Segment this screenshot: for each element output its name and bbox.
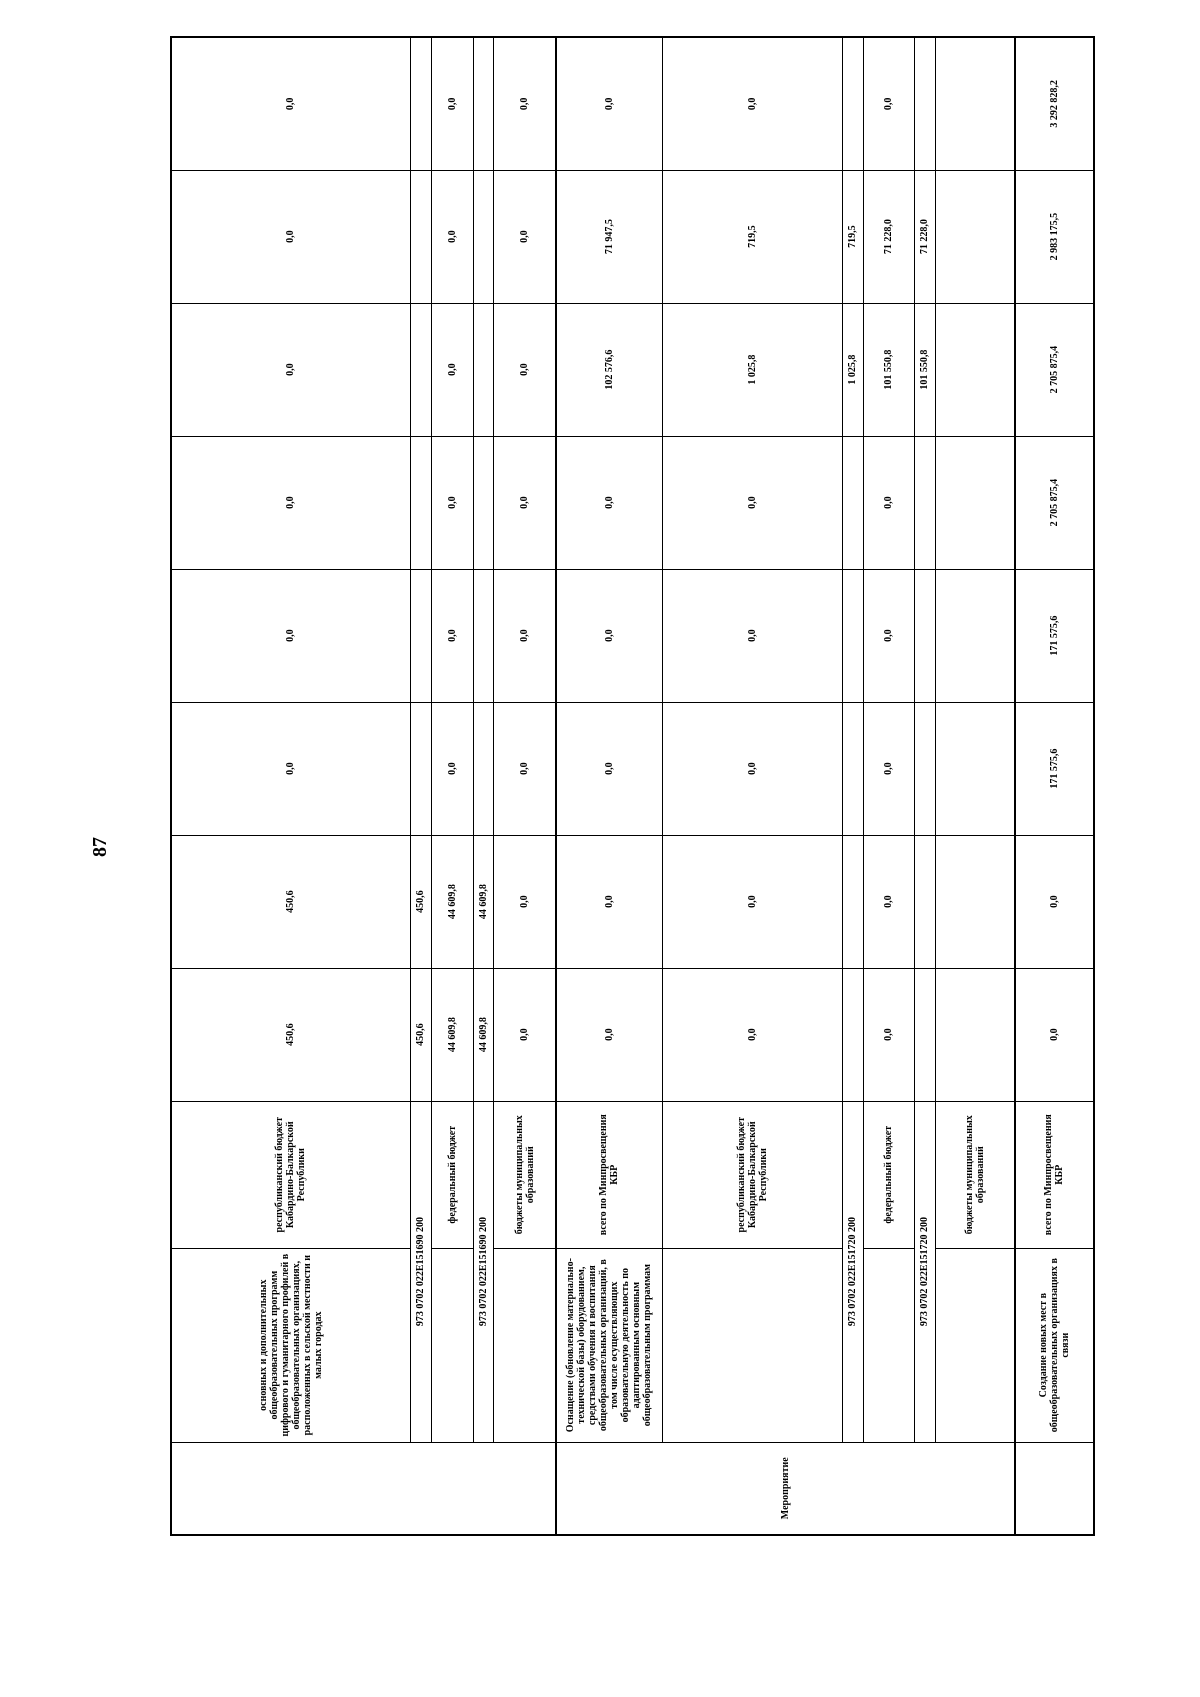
- amount-cell: 71 947,5: [556, 170, 663, 303]
- amount-cell: 0,0: [431, 303, 473, 436]
- amount-cell: [410, 436, 431, 569]
- budget-table: [170, 36, 1095, 1536]
- amount-cell: 101 550,8: [863, 303, 914, 436]
- amount-cell: 44 609,8: [431, 968, 473, 1101]
- amount-cell: 0,0: [863, 569, 914, 702]
- amount-cell: 0,0: [494, 702, 556, 835]
- table-row: [914, 37, 935, 1535]
- amount-cell: [473, 303, 494, 436]
- amount-cell: 719,5: [662, 170, 842, 303]
- amount-cell: 0,0: [556, 702, 663, 835]
- table-row: [662, 37, 842, 1535]
- amount-cell: 0,0: [556, 37, 663, 170]
- funding-source: всего по Минпросвещения КБР: [556, 1101, 663, 1248]
- amount-cell: 719,5: [842, 170, 863, 303]
- amount-cell: 3 292 828,2: [1015, 37, 1094, 170]
- amount-cell: [410, 303, 431, 436]
- amount-cell: 44 609,8: [473, 968, 494, 1101]
- budget-table-rotated: [170, 36, 1095, 1536]
- funding-source: всего по Минпросвещения КБР: [1015, 1101, 1094, 1248]
- amount-cell: [935, 968, 1014, 1101]
- amount-cell: 0,0: [431, 170, 473, 303]
- amount-cell: 0,0: [662, 37, 842, 170]
- amount-cell: 0,0: [494, 170, 556, 303]
- amount-cell: [473, 436, 494, 569]
- amount-cell: 44 609,8: [431, 835, 473, 968]
- amount-cell: 171 575,6: [1015, 702, 1094, 835]
- amount-cell: 71 228,0: [863, 170, 914, 303]
- amount-cell: 0,0: [171, 436, 410, 569]
- amount-cell: 0,0: [556, 569, 663, 702]
- amount-cell: 102 576,6: [556, 303, 663, 436]
- amount-cell: [935, 303, 1014, 436]
- amount-cell: 44 609,8: [473, 835, 494, 968]
- amount-cell: [473, 702, 494, 835]
- measure-name: Оснащение (обновление материально-технической базы) оборудованием, средствами обучения и воспитания общеобразовательных организаций, в том числе осуществляющих образовательную деятельность по адаптированным основным общеобразовательным программам: [556, 1248, 663, 1442]
- table-row: [842, 37, 863, 1535]
- amount-cell: [842, 702, 863, 835]
- amount-cell: 0,0: [1015, 968, 1094, 1101]
- amount-cell: 0,0: [171, 303, 410, 436]
- funding-source: федеральный бюджет: [431, 1101, 473, 1248]
- amount-cell: [935, 835, 1014, 968]
- measure-name: основных и дополнительных общеобразовательных программ цифрового и гуманитарного профилей в общеобразовательных организациях, расположенных в сельской местности и малых городах: [171, 1248, 410, 1442]
- amount-cell: [935, 170, 1014, 303]
- amount-cell: 0,0: [863, 968, 914, 1101]
- amount-cell: [914, 968, 935, 1101]
- measure-name: Создание новых мест в общеобразовательных организациях в связи: [1015, 1248, 1094, 1442]
- measure-name: [935, 1248, 1014, 1442]
- amount-cell: [935, 569, 1014, 702]
- amount-cell: 0,0: [171, 702, 410, 835]
- amount-cell: 0,0: [556, 968, 663, 1101]
- amount-cell: 2 705 875,4: [1015, 303, 1094, 436]
- amount-cell: 0,0: [431, 436, 473, 569]
- budget-code: 973 0702 022E151690 200: [473, 1101, 494, 1442]
- amount-cell: 0,0: [556, 835, 663, 968]
- amount-cell: 0,0: [494, 835, 556, 968]
- event-label: Мероприятие: [556, 1442, 1015, 1535]
- amount-cell: 0,0: [662, 569, 842, 702]
- funding-source: бюджеты муниципальных образований: [935, 1101, 1014, 1248]
- measure-name: [662, 1248, 842, 1442]
- amount-cell: 0,0: [431, 569, 473, 702]
- amount-cell: 2 705 875,4: [1015, 436, 1094, 569]
- amount-cell: 171 575,6: [1015, 569, 1094, 702]
- amount-cell: [842, 835, 863, 968]
- amount-cell: 0,0: [494, 569, 556, 702]
- amount-cell: 450,6: [410, 968, 431, 1101]
- table-row: [171, 37, 410, 1535]
- amount-cell: 1 025,8: [842, 303, 863, 436]
- amount-cell: [914, 702, 935, 835]
- amount-cell: 0,0: [662, 968, 842, 1101]
- amount-cell: [914, 436, 935, 569]
- amount-cell: [473, 37, 494, 170]
- amount-cell: [473, 569, 494, 702]
- amount-cell: 450,6: [171, 968, 410, 1101]
- funding-source: бюджеты муниципальных образований: [494, 1101, 556, 1248]
- amount-cell: [410, 37, 431, 170]
- funding-source: республиканский бюджет Кабардино-Балкарской Республики: [171, 1101, 410, 1248]
- amount-cell: [473, 170, 494, 303]
- amount-cell: 0,0: [863, 37, 914, 170]
- amount-cell: 0,0: [171, 170, 410, 303]
- amount-cell: 450,6: [171, 835, 410, 968]
- event-cell: [171, 1442, 556, 1535]
- amount-cell: 0,0: [863, 702, 914, 835]
- measure-name: [431, 1248, 473, 1442]
- amount-cell: [935, 37, 1014, 170]
- amount-cell: 71 228,0: [914, 170, 935, 303]
- table-row: [431, 37, 473, 1535]
- amount-cell: [410, 569, 431, 702]
- amount-cell: 0,0: [431, 37, 473, 170]
- amount-cell: [842, 436, 863, 569]
- amount-cell: [842, 968, 863, 1101]
- event-cell: [1015, 1442, 1094, 1535]
- amount-cell: [935, 436, 1014, 569]
- amount-cell: 2 983 175,5: [1015, 170, 1094, 303]
- amount-cell: [914, 835, 935, 968]
- amount-cell: [842, 569, 863, 702]
- table-row: [556, 37, 663, 1535]
- amount-cell: 101 550,8: [914, 303, 935, 436]
- amount-cell: [410, 170, 431, 303]
- budget-code: 973 0702 022E151720 200: [914, 1101, 935, 1442]
- table-row: [494, 37, 556, 1535]
- amount-cell: [935, 702, 1014, 835]
- amount-cell: [914, 37, 935, 170]
- table-row: [863, 37, 914, 1535]
- amount-cell: 0,0: [494, 37, 556, 170]
- amount-cell: 0,0: [431, 702, 473, 835]
- funding-source: федеральный бюджет: [863, 1101, 914, 1248]
- amount-cell: [842, 37, 863, 170]
- amount-cell: 0,0: [662, 436, 842, 569]
- table-row: [410, 37, 431, 1535]
- amount-cell: [410, 702, 431, 835]
- amount-cell: 0,0: [494, 303, 556, 436]
- amount-cell: 0,0: [494, 436, 556, 569]
- amount-cell: 0,0: [662, 835, 842, 968]
- amount-cell: 450,6: [410, 835, 431, 968]
- amount-cell: 0,0: [863, 835, 914, 968]
- budget-code: 973 0702 022E151720 200: [842, 1101, 863, 1442]
- amount-cell: [914, 569, 935, 702]
- amount-cell: 1 025,8: [662, 303, 842, 436]
- amount-cell: 0,0: [863, 436, 914, 569]
- page-number: 87: [89, 837, 111, 857]
- measure-name: [494, 1248, 556, 1442]
- measure-name: [863, 1248, 914, 1442]
- table-row: [473, 37, 494, 1535]
- funding-source: республиканский бюджет Кабардино-Балкарской Республики: [662, 1101, 842, 1248]
- table-row: [1015, 37, 1094, 1535]
- amount-cell: 0,0: [1015, 835, 1094, 968]
- amount-cell: 0,0: [171, 37, 410, 170]
- budget-code: 973 0702 022E151690 200: [410, 1101, 431, 1442]
- amount-cell: 0,0: [171, 569, 410, 702]
- table-body: [171, 37, 1094, 1535]
- table-row: [935, 37, 1014, 1535]
- amount-cell: 0,0: [556, 436, 663, 569]
- amount-cell: 0,0: [494, 968, 556, 1101]
- amount-cell: 0,0: [662, 702, 842, 835]
